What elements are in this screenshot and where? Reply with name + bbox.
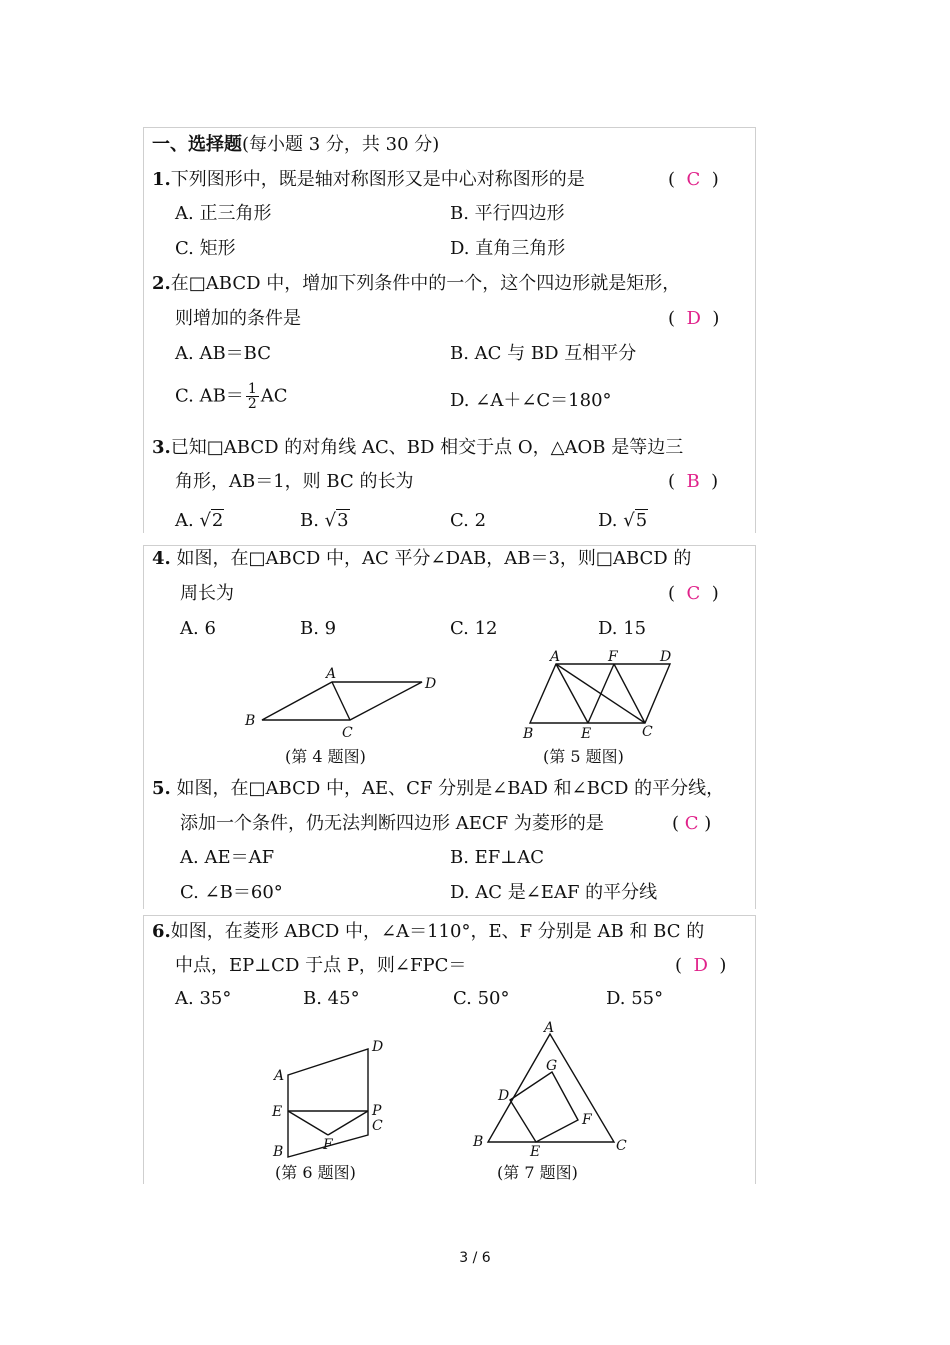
fig5-label-d: D (660, 649, 672, 665)
fig6-label-e: E (272, 1104, 283, 1120)
q3-option-d (598, 509, 648, 533)
fig7-label-g: G (546, 1058, 558, 1074)
q1-stem (152, 168, 585, 192)
q5-answer (672, 812, 711, 836)
section-title (152, 133, 439, 157)
q3-option-c: C. 2 (450, 510, 487, 531)
paren-open: ( (672, 813, 680, 834)
fig5-caption: (第 5 题图) (543, 747, 624, 766)
q3-answer (668, 470, 718, 494)
q6-answer-value: D (693, 955, 708, 976)
q5-option-b: B. EF⊥AC (450, 847, 544, 868)
fig7-label-d: D (498, 1088, 510, 1104)
q2-option-d: D. ∠A＋∠C＝180° (450, 390, 612, 411)
fig6-segment-fp (328, 1111, 368, 1135)
sqrt-radicand: 3 (337, 510, 349, 531)
q3-answer-value: B (686, 471, 700, 492)
q1-option-d: D. 直角三角形 (450, 238, 566, 259)
q2-option-c-post: AC (260, 385, 288, 407)
q4-answer-value: C (686, 583, 701, 604)
q3-stem-2: 角形，AB＝1，则 BC 的长为 (175, 471, 414, 492)
q3-stem-1 (152, 436, 683, 460)
q6-stem-1 (152, 920, 704, 944)
paren-open: ( (668, 471, 676, 492)
q4-option-c: C. 12 (450, 618, 498, 639)
q2-stem-2: 则增加的条件是 (175, 308, 301, 329)
fig7-label-f: F (582, 1112, 592, 1128)
q5-number: 5. (152, 778, 171, 799)
q2-stem1-text: 在□ABCD 中，增加下列条件中的一个，这个四边形就是矩形， (170, 273, 681, 294)
figure-6 (268, 1035, 398, 1160)
paren-open: ( (668, 308, 676, 329)
fig6-label-p: P (372, 1103, 382, 1119)
paren-open: ( (668, 169, 676, 190)
section-title-text: 一、选择题 (152, 134, 242, 155)
q4-stem1-text: 如图，在□ABCD 中，AC 平分∠DAB，AB＝3，则□ABCD 的 (176, 548, 692, 569)
q1-number: 1. (152, 169, 171, 190)
q1-option-c: C. 矩形 (175, 238, 236, 259)
q5-option-a: A. AE＝AF (180, 847, 275, 868)
q3-option-b-pre: B. √ (300, 510, 337, 531)
paren-close: ) (711, 471, 719, 492)
fig7-label-b: B (473, 1134, 484, 1150)
page-number: 3 / 6 (459, 1250, 491, 1266)
fig5-segment-fc (614, 664, 645, 723)
q4-stem-2: 周长为 (180, 583, 234, 604)
q6-option-b: B. 45° (303, 988, 360, 1009)
q4-answer (668, 582, 719, 606)
q6-stem-2: 中点，EP⊥CD 于点 P，则∠FPC＝ (175, 955, 467, 976)
q3-stem1-text: 已知□ABCD 的对角线 AC、BD 相交于点 O，△AOB 是等边三 (170, 437, 684, 458)
q6-answer (675, 954, 726, 978)
q3-number: 3. (152, 437, 171, 458)
fig4-label-b: B (245, 713, 256, 729)
q2-answer-value: D (686, 308, 701, 329)
q6-number: 6. (152, 921, 171, 942)
q1-stem-text: 下列图形中，既是轴对称图形又是中心对称图形的是 (170, 169, 585, 190)
fig7-label-a: A (544, 1020, 555, 1036)
fig6-segment-ef (288, 1111, 328, 1135)
fig6-caption: (第 6 题图) (275, 1163, 356, 1182)
q5-answer-value: C (684, 813, 699, 834)
paren-close: ) (719, 955, 727, 976)
fig5-segment-ae (556, 664, 588, 723)
q4-option-d: D. 15 (598, 618, 647, 639)
q6-option-d: D. 55° (606, 988, 664, 1009)
fig5-label-e: E (581, 726, 592, 742)
fig6-label-b: B (273, 1144, 284, 1160)
paren-close: ) (704, 813, 712, 834)
fig4-label-a: A (326, 666, 337, 682)
fig6-label-d: D (372, 1039, 384, 1055)
paren-open: ( (668, 583, 676, 604)
q4-option-b: B. 9 (300, 618, 337, 639)
q1-option-b: B. 平行四边形 (450, 203, 565, 224)
figure-4 (240, 662, 450, 742)
q1-answer-value: C (686, 169, 701, 190)
fig7-square (510, 1072, 578, 1142)
q1-option-a: A. 正三角形 (175, 203, 272, 224)
paren-close: ) (712, 308, 720, 329)
q3-option-a-pre: A. √ (175, 510, 211, 531)
fig6-label-c: C (372, 1118, 383, 1134)
fig4-parallelogram (262, 682, 422, 720)
fig5-label-a: A (550, 649, 561, 665)
figure-5 (518, 648, 688, 743)
fig4-diagonal-ac (332, 682, 350, 720)
q2-stem-1 (152, 272, 680, 296)
paren-close: ) (711, 169, 719, 190)
q2-answer (668, 307, 719, 331)
fraction-numerator: 1 (247, 381, 257, 397)
q5-stem-1 (152, 777, 724, 801)
figure-7 (468, 1020, 638, 1158)
q4-option-a: A. 6 (180, 618, 216, 639)
fig7-label-e: E (530, 1144, 541, 1158)
sqrt-radicand: 2 (211, 510, 224, 531)
sqrt-radicand: 5 (635, 510, 648, 531)
q5-option-d: D. AC 是∠EAF 的平分线 (450, 882, 658, 903)
q2-option-a: A. AB＝BC (175, 343, 272, 364)
q2-option-b: B. AC 与 BD 互相平分 (450, 343, 637, 364)
fig4-label-d: D (425, 676, 437, 692)
fraction-denominator: 2 (247, 396, 257, 412)
paren-open: ( (675, 955, 683, 976)
fig4-label-c: C (342, 725, 353, 741)
q5-stem1-text: 如图，在□ABCD 中，AE、CF 分别是∠BAD 和∠BCD 的平分线， (176, 778, 725, 799)
section-note: (每小题 3 分，共 30 分) (242, 134, 440, 155)
fig4-caption: (第 4 题图) (285, 747, 366, 766)
paren-close: ) (711, 583, 719, 604)
q6-option-a: A. 35° (175, 988, 232, 1009)
fraction (246, 382, 259, 411)
q6-option-c: C. 50° (453, 988, 510, 1009)
q3-option-a (175, 509, 224, 533)
q2-option-c-pre: C. AB＝ (175, 385, 244, 407)
fig5-label-b: B (523, 726, 534, 742)
fig6-label-a: A (274, 1068, 285, 1084)
q2-number: 2. (152, 273, 171, 294)
q6-stem1-text: 如图，在菱形 ABCD 中，∠A＝110°，E、F 分别是 AB 和 BC 的 (170, 921, 705, 942)
fig5-segment-ef (588, 664, 614, 723)
fig5-label-c: C (642, 724, 653, 740)
fig6-label-f: F (323, 1137, 333, 1153)
q1-answer (668, 168, 719, 192)
fig5-label-f: F (608, 649, 618, 665)
q2-option-c (175, 382, 288, 411)
q4-number: 4. (152, 548, 171, 569)
q5-option-c: C. ∠B＝60° (180, 882, 283, 903)
fig7-caption: (第 7 题图) (497, 1163, 578, 1182)
q3-option-b (300, 509, 350, 533)
q3-option-d-pre: D. √ (598, 510, 635, 531)
q4-stem-1 (152, 547, 691, 571)
q5-stem-2: 添加一个条件，仍无法判断四边形 AECF 为菱形的是 (180, 813, 604, 834)
fig7-label-c: C (616, 1138, 627, 1154)
